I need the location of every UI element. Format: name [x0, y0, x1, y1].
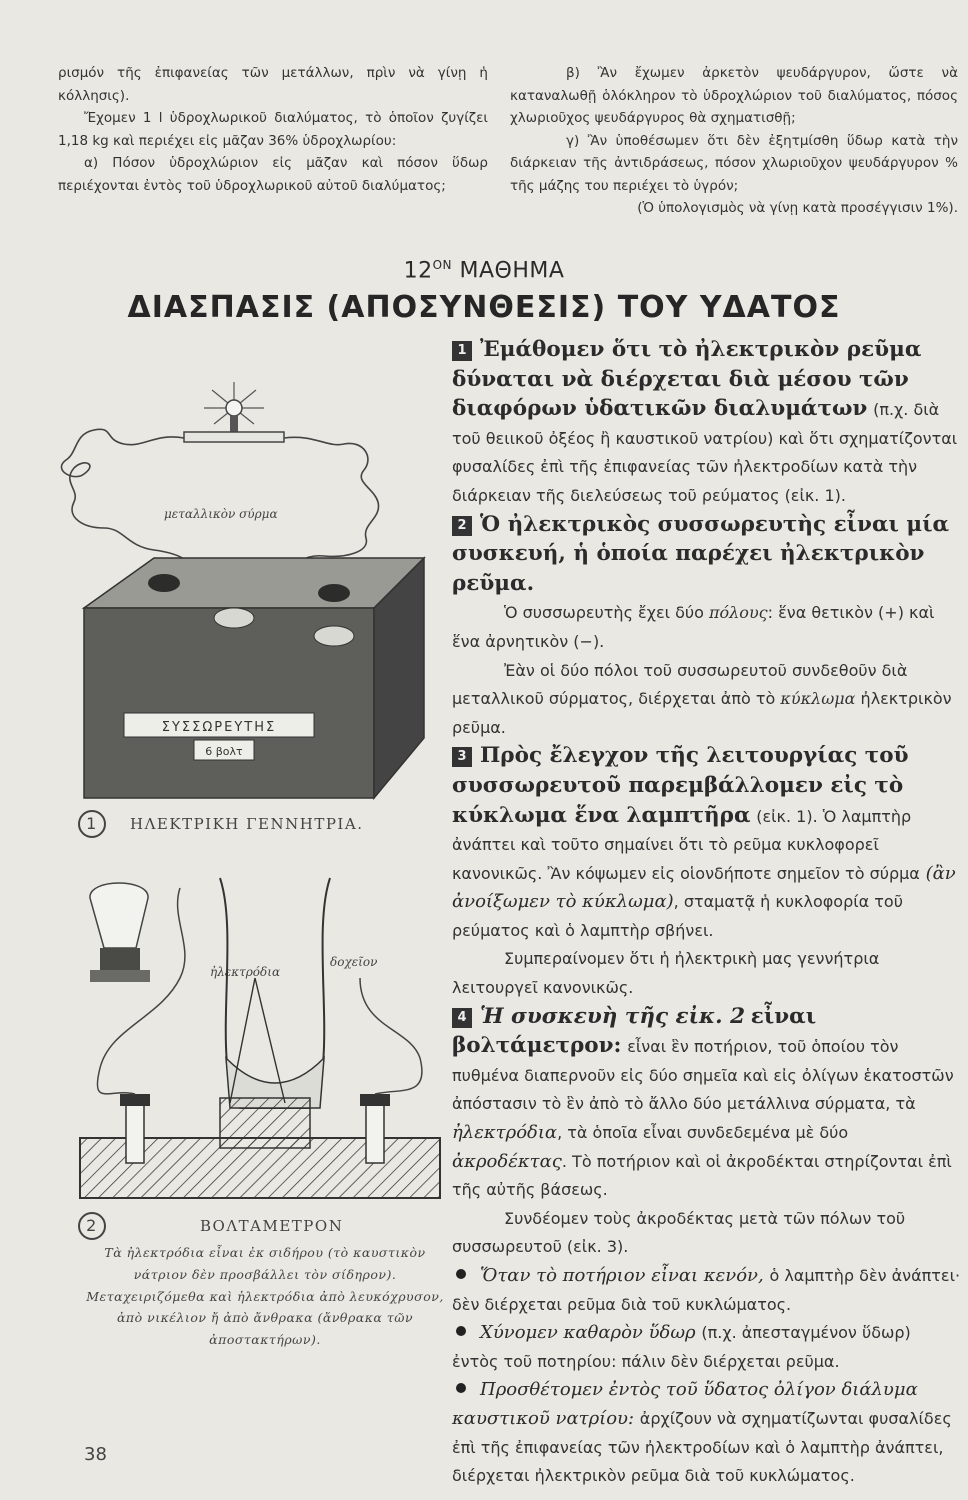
- section-3-heading: Πρὸς ἔλεγχον τῆς λειτουργίας τοῦ συσσωρευτοῦ παρεμβάλλομεν εἰς τὸ κύκλωμα ἕνα λαμπτῆρα: [452, 743, 909, 828]
- battery-terminal-right: [318, 584, 350, 602]
- battery-top: [84, 558, 424, 608]
- section-4-connect: Συνδέομεν τοὺς ἀκροδέκτας μετὰ τῶν πόλων τοῦ συσσωρευτοῦ (εἰκ. 3).: [452, 1208, 906, 1257]
- figure-2-number: 2: [78, 1212, 106, 1240]
- bullet-dot: [456, 1383, 466, 1393]
- terminal-right: [366, 1103, 384, 1163]
- bullet-2: Χύνομεν καθαρὸν ὕδωρ (π.χ. ἀπεσταγμένον ὕδωρ) ἐντὸς τοῦ ποτηρίου: πάλιν δὲν διέρχεται ρεῦμα.: [452, 1322, 911, 1371]
- section-4-heading: εἶναι βολτάμετρον:: [452, 1003, 817, 1059]
- section-1: [452, 336, 962, 511]
- lamp-foot: [90, 970, 150, 982]
- figure-1-title: ΗΛΕΚΤΡΙΚΗ ΓΕΝΝΗΤΡΙΑ.: [130, 815, 364, 833]
- bullet-dot: [456, 1326, 466, 1336]
- figure-2-caption: [78, 1212, 343, 1240]
- lesson-suffix: ΟΝ: [432, 258, 452, 272]
- figure-1-generator: [44, 378, 454, 808]
- exercise-note: (Ὁ ὑπολογισμὸς νὰ γίνῃ κατὰ προσέγγισιν 1%).: [637, 200, 958, 216]
- terminal-right-cap: [360, 1094, 390, 1106]
- figure-2-title: ΒΟΛΤΑΜΕΤΡΟΝ: [200, 1217, 344, 1235]
- exercise-left-block: [58, 62, 488, 197]
- section-4-number: 4: [452, 1008, 472, 1028]
- section-2-para-2: Ἐὰν οἱ δύο πόλοι τοῦ συσσωρευτοῦ συνδεθοῦν διὰ μεταλλικοῦ σύρματος, διέρχεται ἀπὸ τὸ κύκλωμα ἠλεκτρικὸν ρεῦμα.: [452, 660, 952, 737]
- section-2-heading: Ὁ ἠλεκτρικὸς συσσωρευτὴς εἶναι μία συσκευή, ἡ ὁποία παρέχει ἠλεκτρικὸν ρεῦμα.: [452, 511, 950, 596]
- section-4: 4 Ἡ συσκευὴ τῆς εἰκ. 2 εἶναι βολτάμετρον: εἶναι ἓν ποτήριον, τοῦ ὁποίου τὸν πυθμένα διαπερνοῦν εἰς δύο σημεῖα καὶ εἰς ὀλίγων ἑκατοστῶν ἀπόστασιν τὸ ἓν ἀπὸ τὸ ἄλλο δύο μετάλλινα σύρματα, τὰ ἠλεκτρόδια, τὰ ὁποῖα εἶναι συνδεδεμένα μὲ δύο ἀκροδέκτας. Τὸ ποτήριον καὶ οἱ ἀκροδέκται στηρίζονται ἐπὶ τῆς αὐτῆς βάσεως. Συνδέομεν τοὺς ἀκροδέκτας μετὰ τῶν πόλων τοῦ συσσωρευτοῦ (εἰκ. 3).: [452, 1003, 962, 1262]
- terminal-left-cap: [120, 1094, 150, 1106]
- page-number: 38: [84, 1444, 107, 1465]
- lesson-word: ΜΑΘΗΜΑ: [459, 258, 565, 284]
- page-title: ΔΙΑΣΠΑΣΙΣ (ΑΠΟΣΥΝΘΕΣΙΣ) ΤΟΥ ΥΔΑΤΟΣ: [127, 290, 841, 325]
- main-text-column: [452, 336, 962, 1491]
- battery-cap-1: [214, 608, 254, 628]
- section-2: [452, 511, 962, 743]
- bullet-3: Προσθέτομεν ἐντὸς τοῦ ὕδατος ὀλίγον διάλυμα καυστικοῦ νατρίου: ἀρχίζουν νὰ σχηματίζωνται φυσαλίδες ἐπὶ τῆς ἐπιφανείας τῶν ἠλεκτροδίων καὶ ὁ λαμπτὴρ ἀνάπτει, διέρχεται ἠλεκτρικὸν ρεῦμα διὰ τοῦ κυκλώματος.: [452, 1379, 952, 1486]
- exercise-line-1: ρισμόν τῆς ἐπιφανείας τῶν μετάλλων, πρὶν νὰ γίνῃ ἡ κόλλησις).: [58, 65, 488, 104]
- battery-terminal-left: [148, 574, 180, 592]
- section-3-number: 3: [452, 747, 472, 767]
- terminal-left: [126, 1103, 144, 1163]
- exercise-question-c: γ) Ἂν ὑποθέσωμεν ὅτι δὲν ἐξητμίσθη ὕδωρ κατὰ τὴν διάρκειαν τῆς ἀντιδράσεως, πόσον χλωριοῦχον ψευδάργυρον % τῆς μάζης του περιέχει τὸ ὑγρόν;: [510, 132, 958, 194]
- lamp-base: [184, 432, 284, 442]
- left-wire: [61, 429, 194, 578]
- bullet-1: Ὅταν τὸ ποτήριον εἶναι κενόν, ὁ λαμπτὴρ δὲν ἀνάπτει· δὲν διέρχεται ρεῦμα διὰ τοῦ κυκλώματος.: [452, 1265, 961, 1314]
- exercise-question-b: β) Ἂν ἔχωμεν ἀρκετὸν ψευδάργυρον, ὥστε νὰ καταναλωθῇ ὁλόκληρον τὸ ὑδροχλώριον τοῦ διαλύματος, πόσος χλωριοῦχος ψευδάργυρος θὰ σχηματισθῇ;: [510, 65, 958, 126]
- right-wire: [284, 437, 379, 578]
- section-3-conclusion: Συμπεραίνομεν ὅτι ἡ ἠλεκτρικὴ μας γεννήτρια λειτουργεῖ κανονικῶς.: [452, 949, 880, 998]
- lamp-holder: [100, 948, 140, 970]
- section-2-number: 2: [452, 516, 472, 536]
- bullet-dot: [456, 1269, 466, 1279]
- electrodes-label: ἠλεκτρόδια: [210, 965, 281, 979]
- section-1-body: (π.χ. διὰ τοῦ θειικοῦ ὀξέος ἢ καυστικοῦ νατρίου) καὶ ὅτι σχηματίζονται φυσαλίδες ἐπὶ τῆς ἐπιφανείας τῶν ἠλεκτροδίων κατὰ τὴν διάρκειαν τῆς διελεύσεως τοῦ ρεύματος (εἰκ. 1).: [452, 400, 958, 505]
- section-3: 3 Πρὸς ἔλεγχον τῆς λειτουργίας τοῦ συσσωρευτοῦ παρεμβάλλομεν εἰς τὸ κύκλωμα ἕνα λαμπτῆρα (εἰκ. 1). Ὁ λαμπτὴρ ἀνάπτει καὶ τοῦτο σημαίνει ὅτι τὸ ρεῦμα κυκλοφορεῖ κανονικῶς. Ἂν κόψωμεν εἰς οἱονδήποτε σημεῖον τὸ σύρμα (ἂν ἀνοίξωμεν τὸ κύκλωμα), σταματᾷ ἡ κυκλοφορία τοῦ ρεύματος καὶ ὁ λαμπτὴρ σβήνει. Συμπεραίνομεν ὅτι ἡ ἠλεκτρικὴ μας γεννήτρια λειτουργεῖ κανονικῶς.: [452, 742, 962, 1002]
- wire-right: [360, 978, 422, 1094]
- lamp-socket: [230, 416, 238, 432]
- exercise-right-block: [510, 62, 958, 220]
- exercise-line-2: Ἔχομεν 1 l ὑδροχλωρικοῦ διαλύματος, τὸ ὁποῖον ζυγίζει 1,18 kg καὶ περιέχει εἰς μᾶζαν 36% ὑδροχλωρίου:: [58, 110, 488, 149]
- vessel-label: δοχεῖον: [330, 955, 378, 969]
- figure-2-note: Τὰ ἠλεκτρόδια εἶναι ἐκ σιδήρου (τὸ καυστικὸν νάτριον δὲν προσβάλλει τὸν σίδηρον). Μεταχειριζόμεθα καὶ ἠλεκτρόδια ἀπὸ λευκόχρυσον, ἀπὸ νικέλιον ἤ ἀπὸ ἄνθρακα (ἄνθρακα τῶν ἀποστακτήρων).: [86, 1245, 444, 1348]
- lesson-header: [0, 258, 968, 283]
- battery-plate-label: ΣΥΣΣΩΡΕΥΤΗΣ: [161, 720, 277, 735]
- exercise-question-a: α) Πόσον ὑδροχλώριον εἰς μᾶζαν καὶ πόσον ὕδωρ περιέχονται ἐντὸς τοῦ ὑδροχλωρικοῦ αὐτοῦ διαλύματος;: [58, 155, 488, 194]
- figure-1-caption: [78, 810, 363, 838]
- section-1-heading: Ἐμάθομεν ὅτι τὸ ἠλεκτρικὸν ρεῦμα δύναται νὰ διέρχεται διὰ μέσου τῶν διαφόρων ὑδατικῶν διαλυμάτων: [452, 337, 922, 422]
- figure-2-voltameter: [70, 858, 450, 1206]
- lesson-number: 12: [403, 258, 433, 284]
- lamp-glass: [90, 883, 148, 948]
- section-1-number: 1: [452, 341, 472, 361]
- section-2-para-1: Ὁ συσσωρευτὴς ἔχει δύο πόλους: ἕνα θετικὸν (+) καὶ ἕνα ἀρνητικὸν (−).: [452, 603, 935, 651]
- section-4-heading-italic: Ἡ συσκευὴ τῆς εἰκ. 2: [480, 1003, 746, 1029]
- battery-voltage-label: 6 βολτ: [205, 745, 243, 758]
- battery-cap-2: [314, 626, 354, 646]
- lamp-bulb: [226, 400, 242, 416]
- figure-1-number: 1: [78, 810, 106, 838]
- wire-label: μεταλλικὸν σύρμα: [164, 507, 278, 521]
